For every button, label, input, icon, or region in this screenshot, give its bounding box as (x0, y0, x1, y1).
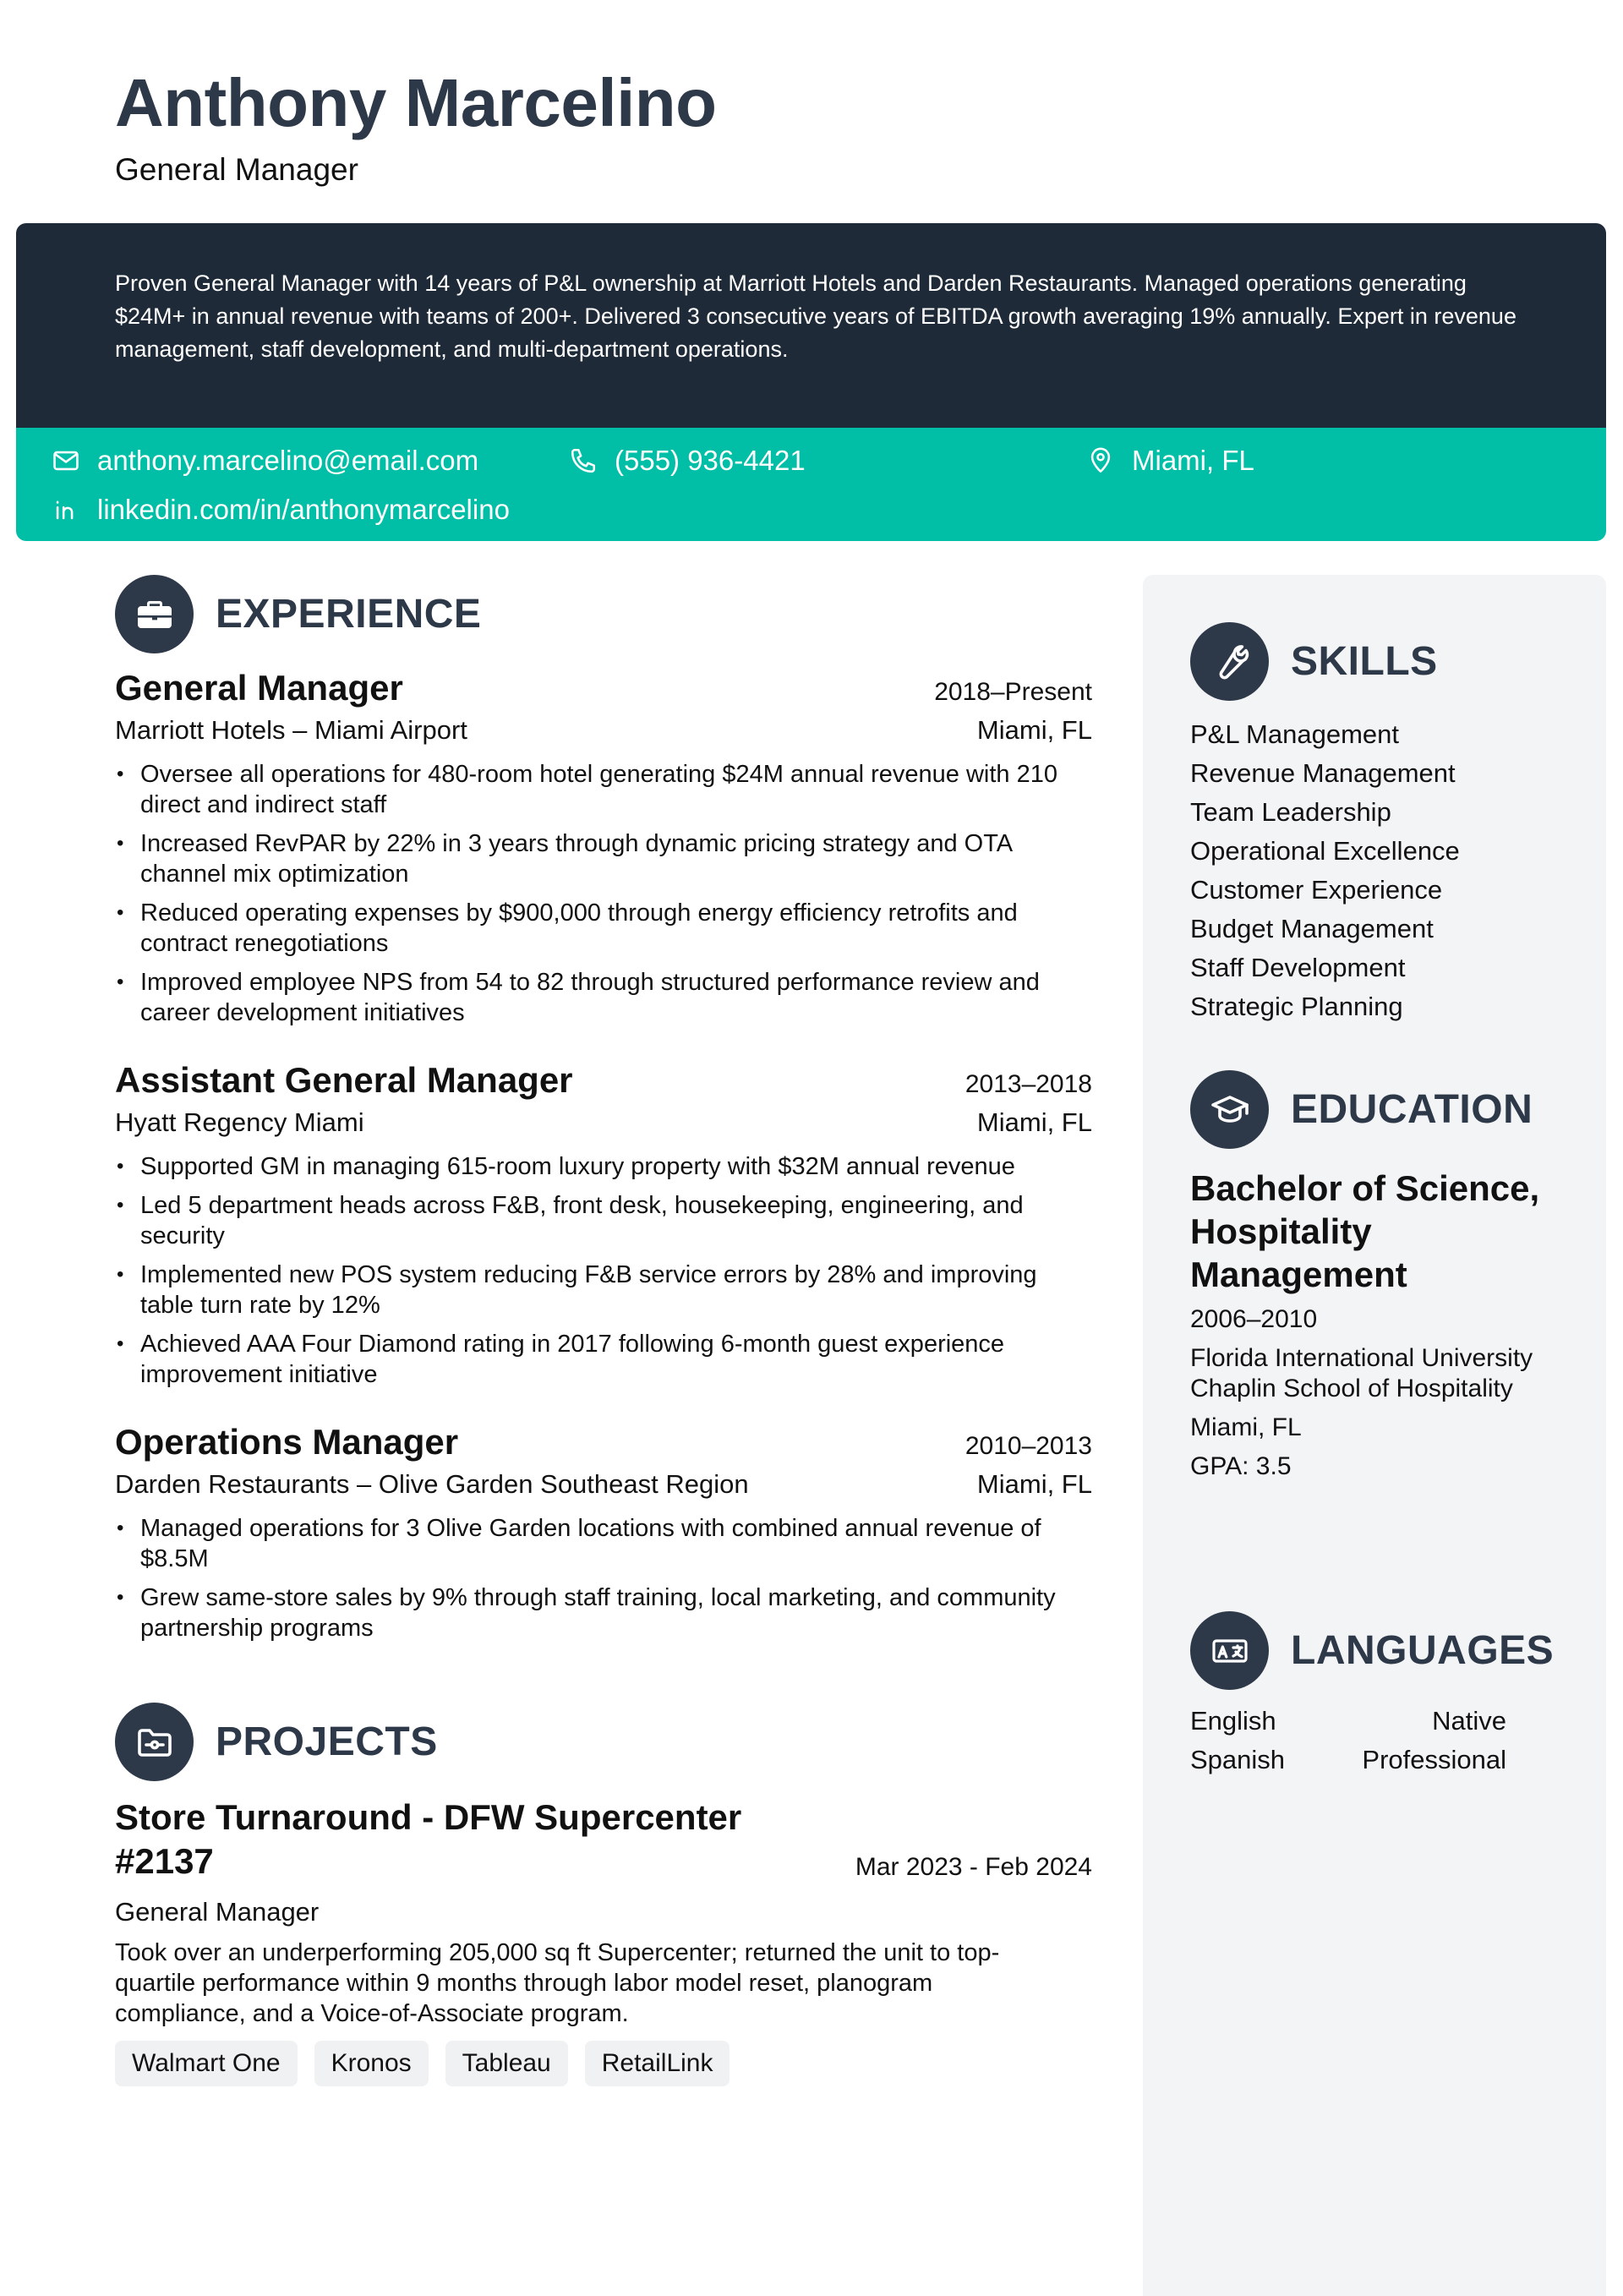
job-location: Miami, FL (976, 1469, 1092, 1499)
job-bullet: • Increased RevPAR by 22% in 3 years through dynamic pricing strategy and OTA channel mix optimization (115, 828, 1092, 889)
wrench-icon (1190, 622, 1269, 701)
education-heading (1190, 1070, 1533, 1149)
location-pin-icon (1086, 446, 1115, 475)
summary-band (16, 223, 1606, 428)
project-tag: RetailLink (585, 2041, 730, 2086)
skills-list (1190, 715, 1460, 1026)
languages-heading (1190, 1611, 1554, 1690)
job-company: Marriott Hotels – Miami Airport (115, 715, 467, 745)
job-title: Operations Manager (115, 1422, 459, 1462)
folder-icon (115, 1703, 194, 1781)
location-text: Miami, FL (1132, 445, 1254, 476)
job-entry (115, 668, 1092, 1036)
contact-band (16, 428, 1606, 541)
job-entry (115, 1060, 1092, 1398)
skill-item: Strategic Planning (1190, 992, 1403, 1021)
phone-icon (569, 446, 598, 475)
language-level: Native (1432, 1706, 1506, 1736)
candidate-title: General Manager (115, 152, 358, 187)
language-name: English (1190, 1706, 1276, 1736)
project-tag: Kronos (314, 2041, 429, 2086)
job-dates: 2013–2018 (965, 1070, 1092, 1098)
project-tags (115, 2041, 1092, 2086)
job-company: Hyatt Regency Miami (115, 1107, 364, 1137)
phone-text: (555) 936-4421 (615, 445, 806, 476)
briefcase-icon (115, 575, 194, 653)
summary-text: Proven General Manager with 14 years of P&L ownership at Marriott Hotels and Darden Restaurants. Managed operations generating $24M+ in annual revenue with teams of 200+. Delivered 3 consecutive years of EBITDA growth averaging 19% annually. Expert in revenue management, staff development, and multi-department operations. (115, 271, 1516, 362)
language-name: Spanish (1190, 1745, 1286, 1774)
skills-heading (1190, 622, 1438, 701)
mail-icon (52, 446, 80, 475)
job-bullet: • Reduced operating expenses by $900,000 through energy efficiency retrofits and contract renegotiations (115, 898, 1092, 959)
education-location: Miami, FL (1190, 1413, 1302, 1441)
project-role: General Manager (115, 1897, 320, 1927)
project-title: Store Turnaround - DFW Supercenter #2137 (115, 1797, 742, 1881)
projects-heading (115, 1703, 438, 1781)
language-level: Professional (1362, 1745, 1506, 1774)
education-title: EDUCATION (1291, 1087, 1533, 1132)
skill-item: Revenue Management (1190, 758, 1456, 788)
job-title: General Manager (115, 668, 403, 708)
job-bullets (115, 1513, 1092, 1643)
job-bullet: • Grew same-store sales by 9% through staff training, local marketing, and community partnership programs (115, 1583, 1092, 1643)
education-dates: 2006–2010 (1190, 1305, 1318, 1333)
job-bullet: • Supported GM in managing 615-room luxury property with $32M annual revenue (115, 1151, 1092, 1182)
job-bullet: • Led 5 department heads across F&B, front desk, housekeeping, engineering, and security (115, 1190, 1092, 1251)
language-row (1190, 1706, 1506, 1736)
project-dates: Mar 2023 - Feb 2024 (855, 1853, 1092, 1881)
job-bullet: • Achieved AAA Four Diamond rating in 2017 following 6-month guest experience improvement initiative (115, 1329, 1092, 1390)
project-tag: Walmart One (115, 2041, 298, 2086)
job-bullet: • Managed operations for 3 Olive Garden locations with combined annual revenue of $8.5M (115, 1513, 1092, 1574)
skill-item: Staff Development (1190, 953, 1406, 982)
linkedin-text: linkedin.com/in/anthonymarcelino (97, 494, 510, 525)
language-row (1190, 1745, 1506, 1775)
job-bullets (115, 759, 1092, 1028)
job-location: Miami, FL (976, 715, 1092, 745)
project-tag: Tableau (445, 2041, 568, 2086)
job-dates: 2018–Present (934, 678, 1092, 706)
email-text: anthony.marcelino@email.com (97, 445, 479, 476)
job-dates: 2010–2013 (965, 1432, 1092, 1460)
contact-email[interactable] (52, 445, 478, 477)
resume-header (115, 61, 717, 189)
education-school: Florida International University Chaplin School of Hospitality (1190, 1344, 1533, 1402)
project-description: Took over an underperforming 205,000 sq ft Supercenter; returned the unit to top-quartile performance within 9 months through labor model reset, planogram compliance, and a Voice-of-Associate program. (115, 1939, 1000, 2027)
linkedin-icon (52, 495, 80, 524)
education-gpa: GPA: 3.5 (1190, 1452, 1292, 1480)
education-entry (1190, 1167, 1545, 1482)
projects-title: PROJECTS (216, 1719, 438, 1764)
skill-item: Customer Experience (1190, 875, 1443, 905)
job-company: Darden Restaurants – Olive Garden Southeast Region (115, 1469, 749, 1499)
skills-title: SKILLS (1291, 639, 1438, 684)
job-title: Assistant General Manager (115, 1060, 573, 1100)
candidate-name: Anthony Marcelino (115, 65, 717, 140)
project-entry (115, 1796, 1092, 2086)
job-bullet: • Oversee all operations for 480-room hotel generating $24M annual revenue with 210 direct and indirect staff (115, 759, 1092, 820)
experience-title: EXPERIENCE (216, 592, 482, 637)
job-bullet: • Implemented new POS system reducing F&B service errors by 28% and improving table turn rate by 12% (115, 1260, 1092, 1320)
experience-heading (115, 575, 481, 653)
translate-icon (1190, 1611, 1269, 1690)
contact-location (1086, 445, 1254, 477)
graduation-cap-icon (1190, 1070, 1269, 1149)
skill-item: P&L Management (1190, 719, 1400, 749)
contact-phone[interactable] (569, 445, 806, 477)
job-entry (115, 1422, 1092, 1652)
contact-linkedin[interactable] (52, 494, 510, 526)
skill-item: Operational Excellence (1190, 836, 1460, 866)
education-degree: Bachelor of Science, Hospitality Management (1190, 1168, 1540, 1294)
skill-item: Budget Management (1190, 914, 1434, 943)
job-bullets (115, 1151, 1092, 1390)
job-location: Miami, FL (976, 1107, 1092, 1137)
job-bullet: • Improved employee NPS from 54 to 82 through structured performance review and career development initiatives (115, 967, 1092, 1028)
languages-title: LANGUAGES (1291, 1628, 1555, 1673)
skill-item: Team Leadership (1190, 797, 1391, 827)
